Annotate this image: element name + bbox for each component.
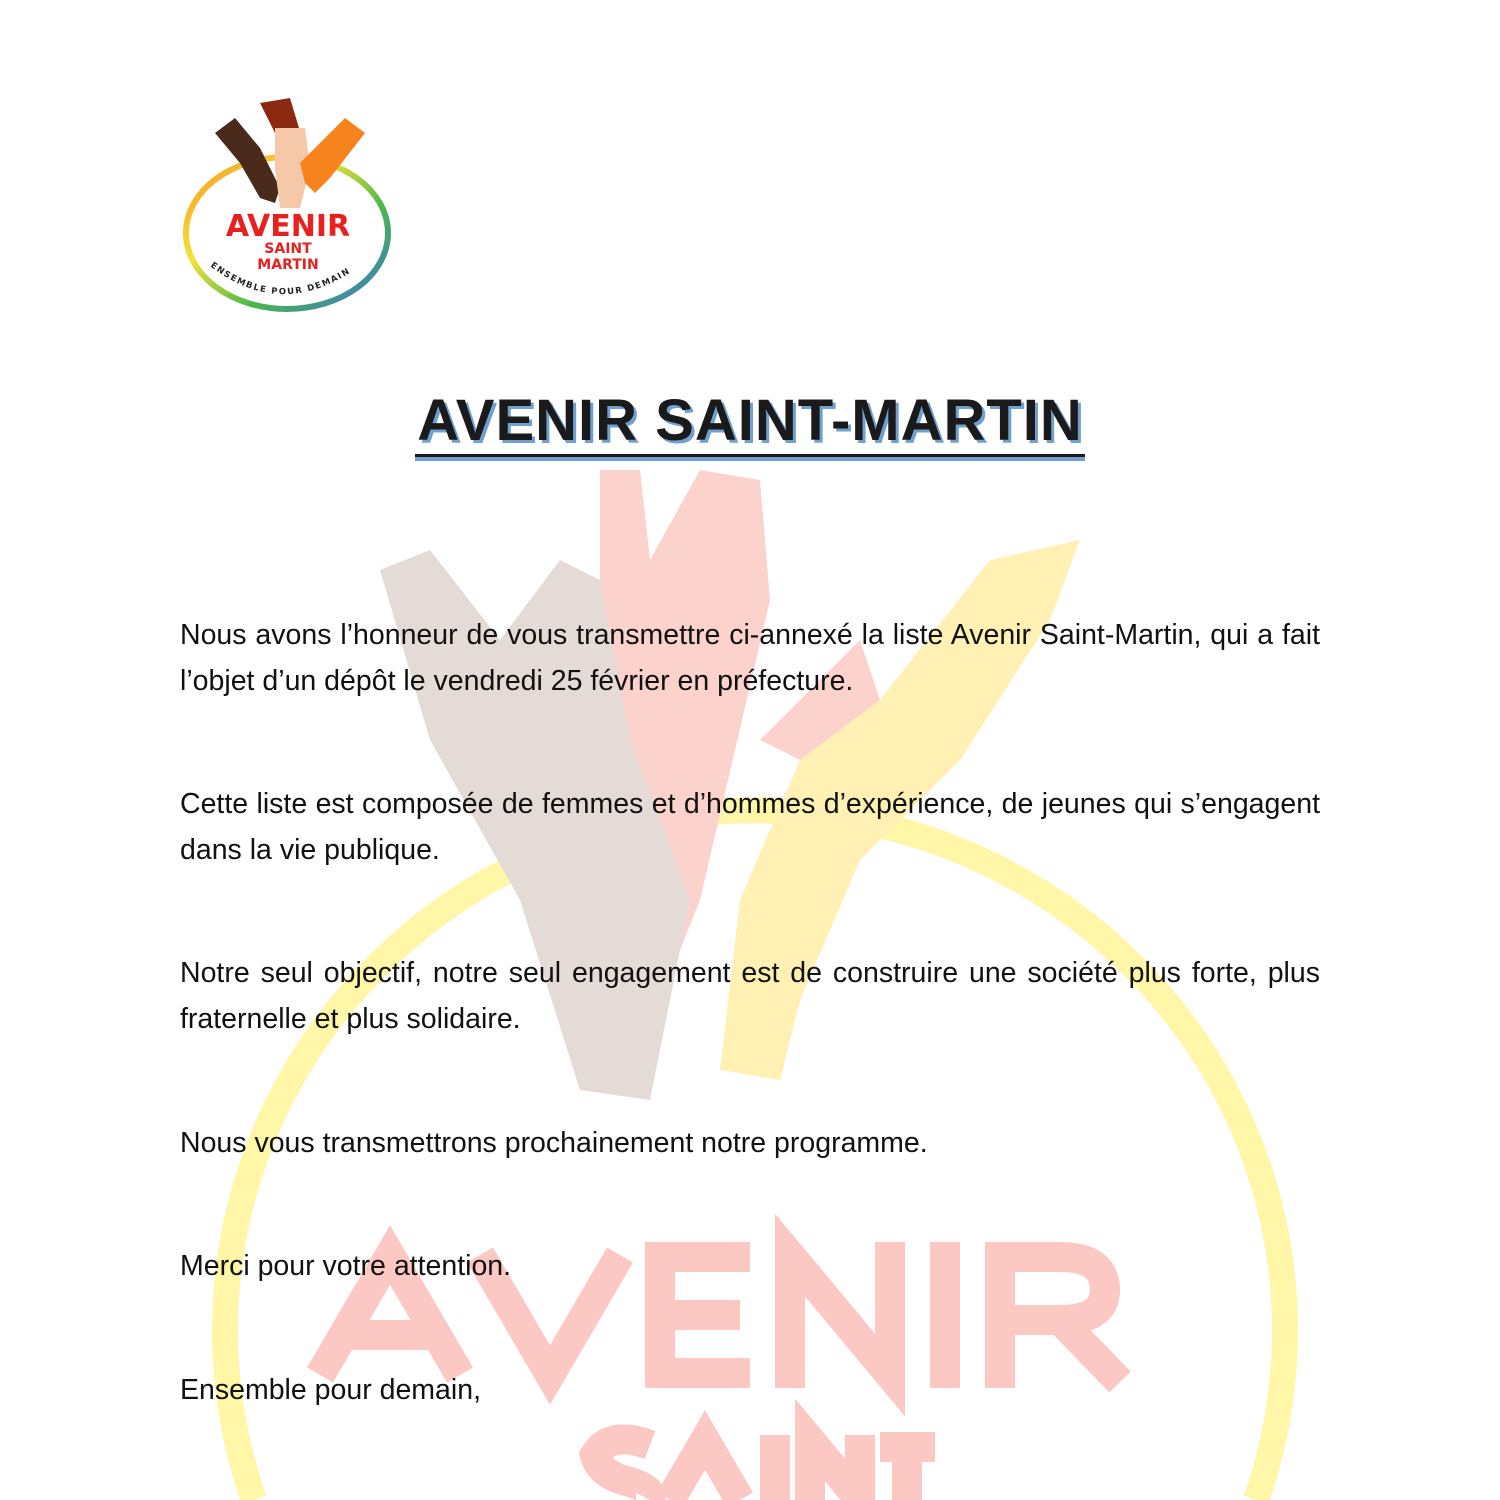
page-title-text: AVENIR SAINT-MARTIN xyxy=(415,388,1085,457)
paragraph-1: Nous avons l’honneur de vous transmettre ci-annexé la liste Avenir Saint-Martin, qui a fait l’objet d’un dépôt le vendredi 25 février en préfecture. xyxy=(180,619,1320,697)
logo-avenir-text: AVENIR xyxy=(225,209,351,244)
logo-tagline: ENSEMBLE POUR DEMAIN xyxy=(208,260,353,298)
page-title xyxy=(0,388,1500,457)
paragraph-2: Cette liste est composée de femmes et d’hommes d’expérience, de jeunes qui s’engagent dans la vie publique. xyxy=(180,788,1320,866)
logo-saint-text: SAINT xyxy=(264,241,312,257)
logo-martin-text: MARTIN xyxy=(257,257,319,273)
paragraph-5: Merci pour votre attention. xyxy=(180,1250,512,1282)
paragraph-6: Ensemble pour demain, xyxy=(180,1374,482,1406)
paragraph-4: Nous vous transmettrons prochainement notre programme. xyxy=(180,1127,928,1159)
paragraph-3: Notre seul objectif, notre seul engagement est de construire une société plus forte, plus fraternelle et plus solidaire. xyxy=(180,957,1320,1035)
avenir-saint-martin-logo xyxy=(180,88,395,316)
